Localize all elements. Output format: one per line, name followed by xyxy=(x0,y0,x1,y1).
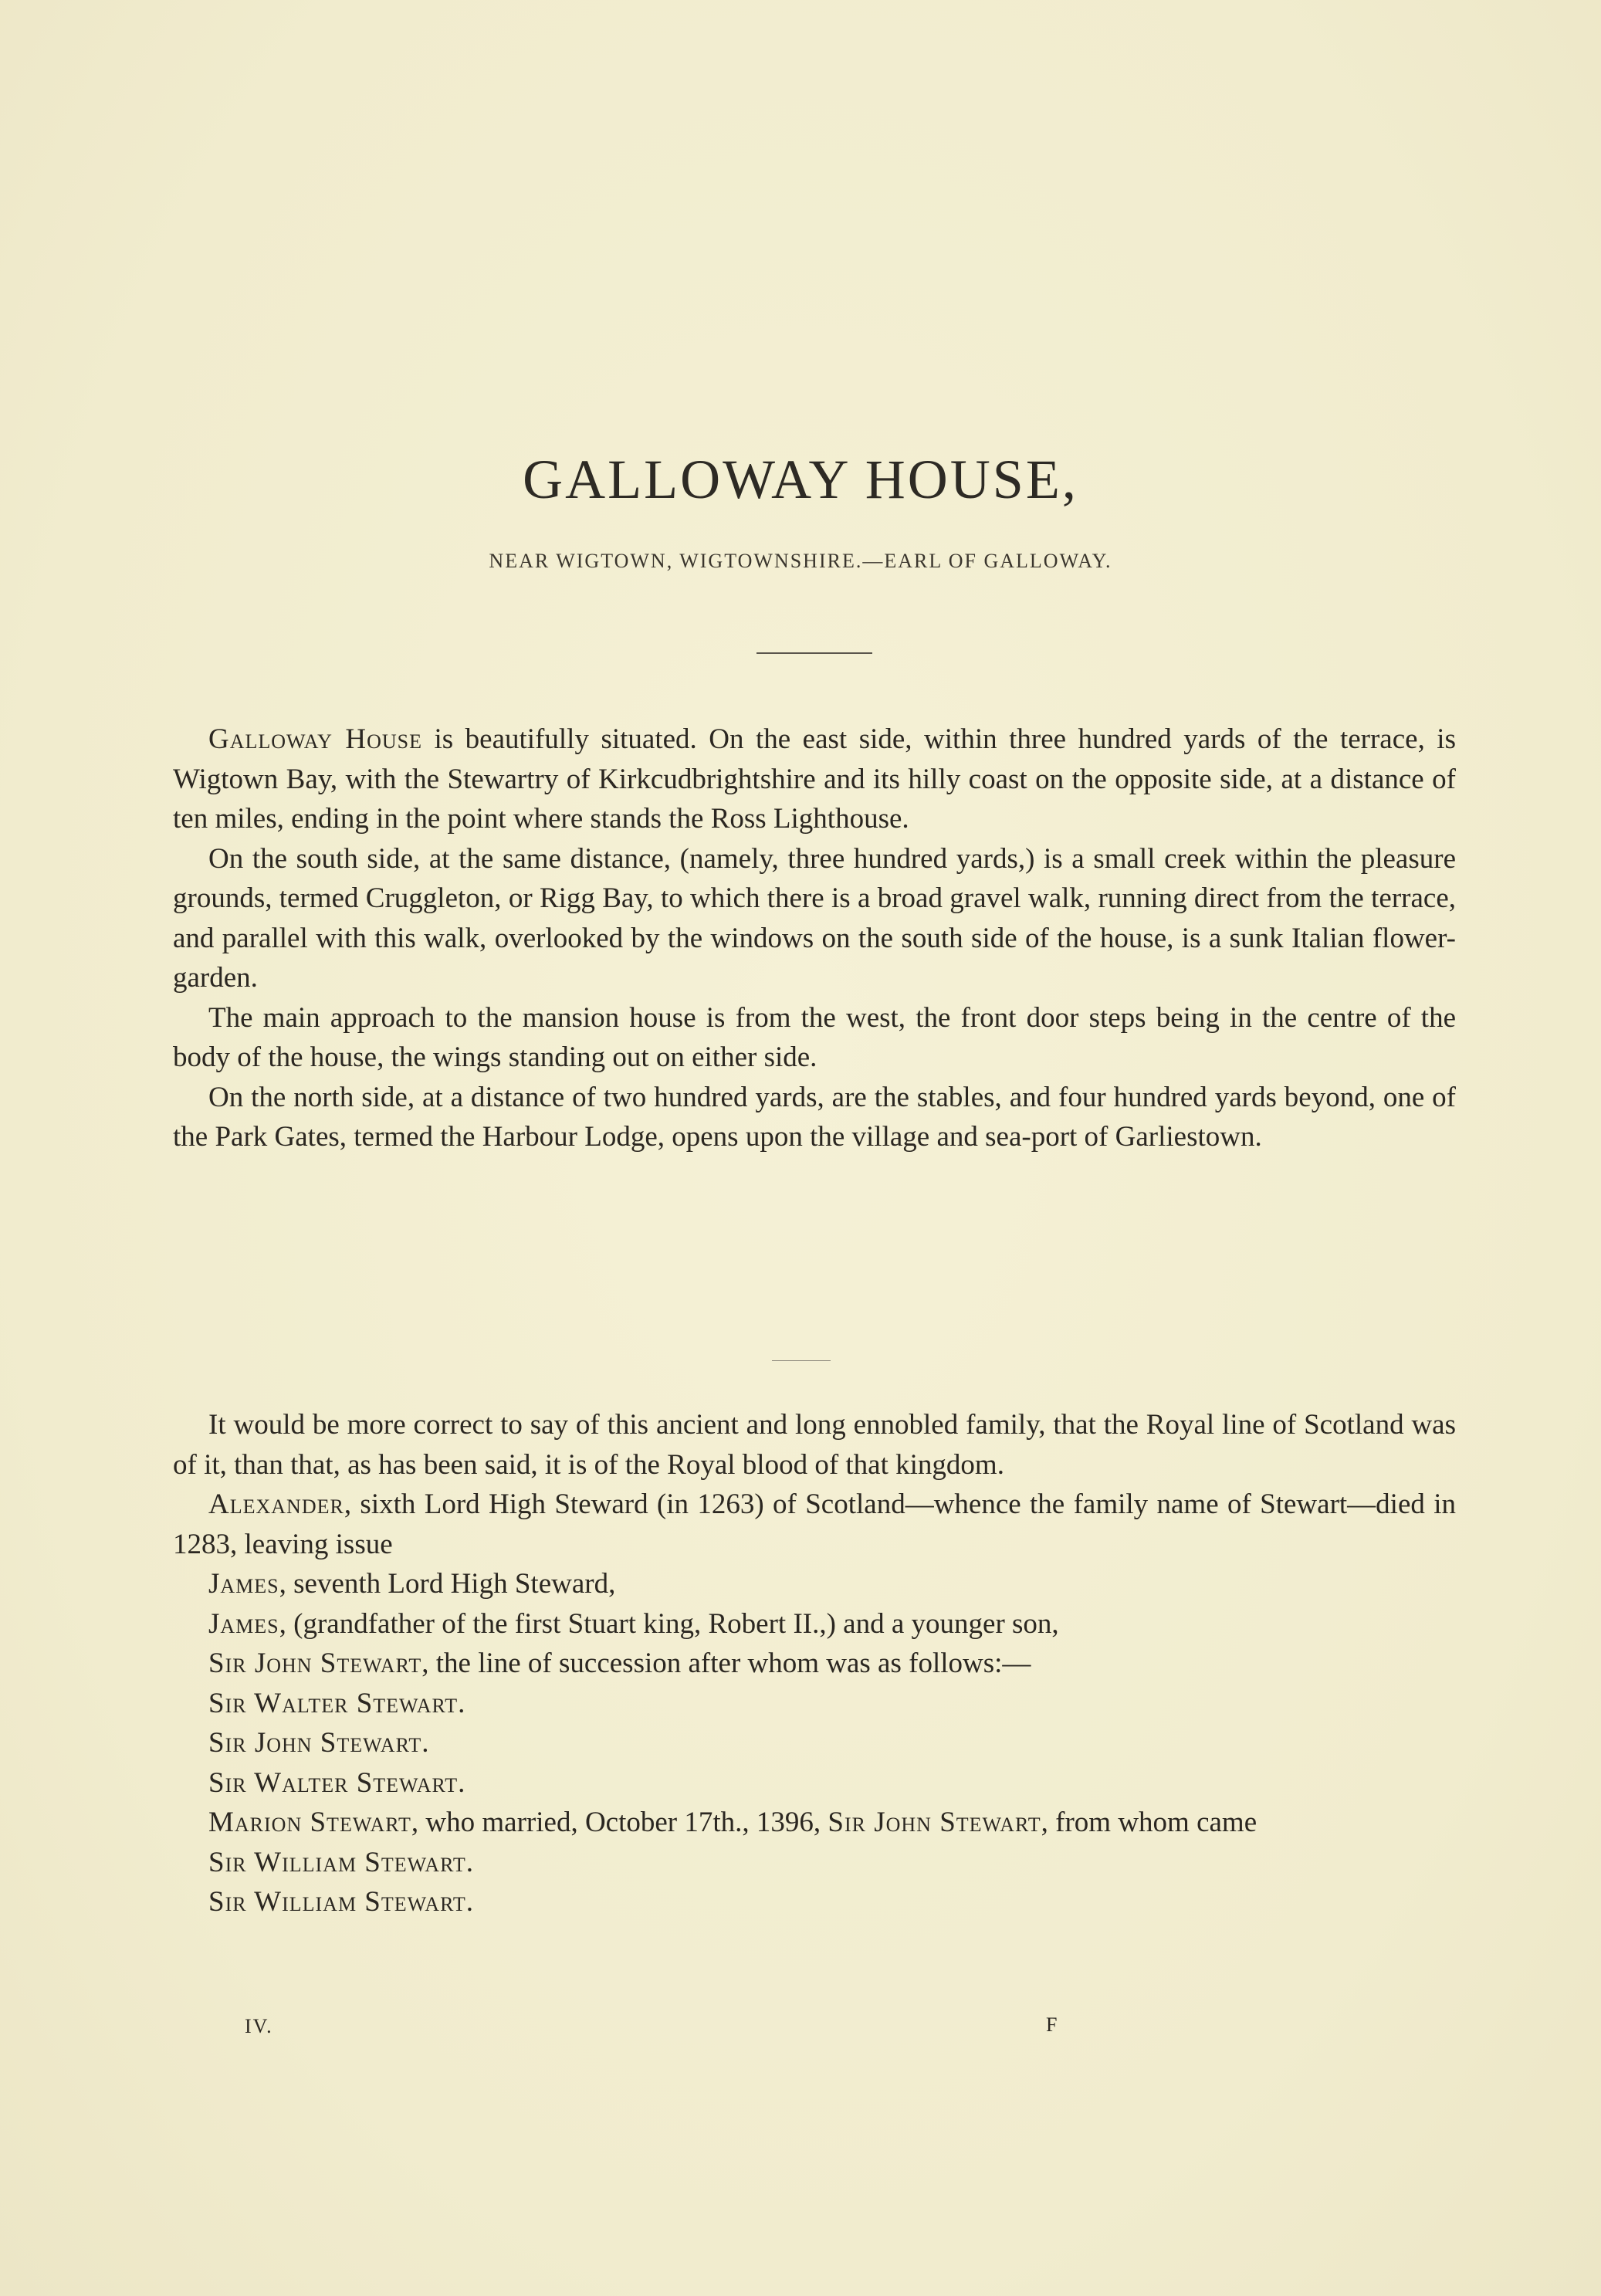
lineage-text: , seventh Lord High Steward, xyxy=(279,1568,616,1600)
paragraph-royal-line: It would be more correct to say of this ancient and long ennobled family, that the Royal line of Scotland was of it, than that, as has been said, it is of the Royal blood of that kingdom. xyxy=(173,1409,1456,1481)
lead-galloway-house: Galloway House xyxy=(208,723,422,755)
paragraph-approach: The main approach to the mansion house is from the west, the front door steps being in the centre of the body of the house, the wings standing out on either side. xyxy=(173,1001,1456,1073)
paragraph-alexander xyxy=(173,1485,1456,1564)
paragraph-text: , from whom came xyxy=(1041,1807,1257,1838)
lineage-line: Sir Walter Stewart. xyxy=(208,1766,466,1799)
paragraph-text: , who married, October 17th., 1396, xyxy=(411,1807,828,1838)
lineage-text: , (grandfather of the first Stuart king, Robert II.,) and a younger son, xyxy=(279,1607,1059,1640)
family-section xyxy=(173,1405,1456,1922)
page-subtitle: NEAR WIGTOWN, WIGTOWNSHIRE.—EARL OF GALLOWAY. xyxy=(489,550,1112,572)
paragraph-situation xyxy=(173,720,1456,839)
lineage-line xyxy=(173,1604,1456,1644)
name-sir-john-stewart: Sir John Stewart xyxy=(208,1647,422,1679)
paragraph-text: , sixth Lord High Steward (in 1263) of Scotland—whence the family name of Stewart—died in 1283, leaving issue xyxy=(173,1488,1456,1560)
title-divider xyxy=(756,652,872,654)
signature-mark: F xyxy=(1046,2013,1058,2036)
paragraph-text: is beautifully situated. On the east side, within three hundred yards of the terrace, is Wigtown Bay, with the Stewartry of Kirkcudbrightshire and its hilly coast on the opposite side, at a distance of ten miles, ending in the point where stands the Ross Lighthouse. xyxy=(173,723,1456,835)
lineage-line: Sir William Stewart. xyxy=(208,1846,474,1878)
name-sir-john-stewart: Sir John Stewart xyxy=(828,1807,1041,1838)
name-james: James xyxy=(208,1568,279,1600)
paragraph-north-side: On the north side, at a distance of two hundred yards, are the stables, and four hundred yards beyond, one of the Park Gates, termed the Harbour Lodge, opens upon the village and sea-port of Garliestown. xyxy=(173,1081,1456,1153)
lineage-line xyxy=(173,1564,1456,1604)
description-section xyxy=(173,720,1456,1157)
lineage-line: Sir John Stewart. xyxy=(208,1727,430,1759)
page-title: GALLOWAY HOUSE, xyxy=(523,449,1078,510)
lineage-line: Sir Walter Stewart. xyxy=(208,1687,466,1719)
name-james: James xyxy=(208,1607,279,1640)
lineage-text: , the line of succession after whom was as follows:— xyxy=(421,1647,1031,1679)
section-divider xyxy=(772,1360,831,1361)
lineage-line: Sir William Stewart. xyxy=(208,1886,474,1918)
lineage-line xyxy=(173,1644,1456,1684)
volume-number: IV. xyxy=(245,2015,273,2037)
name-alexander: Alexander xyxy=(208,1488,344,1520)
name-marion-stewart: Marion Stewart xyxy=(208,1807,411,1838)
paragraph-marion xyxy=(173,1803,1456,1843)
paragraph-south-side: On the south side, at the same distance, (namely, three hundred yards,) is a small creek within the pleasure grounds, termed Cruggleton, or Rigg Bay, to which there is a broad gravel walk, running direct from the terrace, and parallel with this walk, overlooked by the windows on the south side of the house, is a sunk Italian flower-garden. xyxy=(173,842,1456,994)
